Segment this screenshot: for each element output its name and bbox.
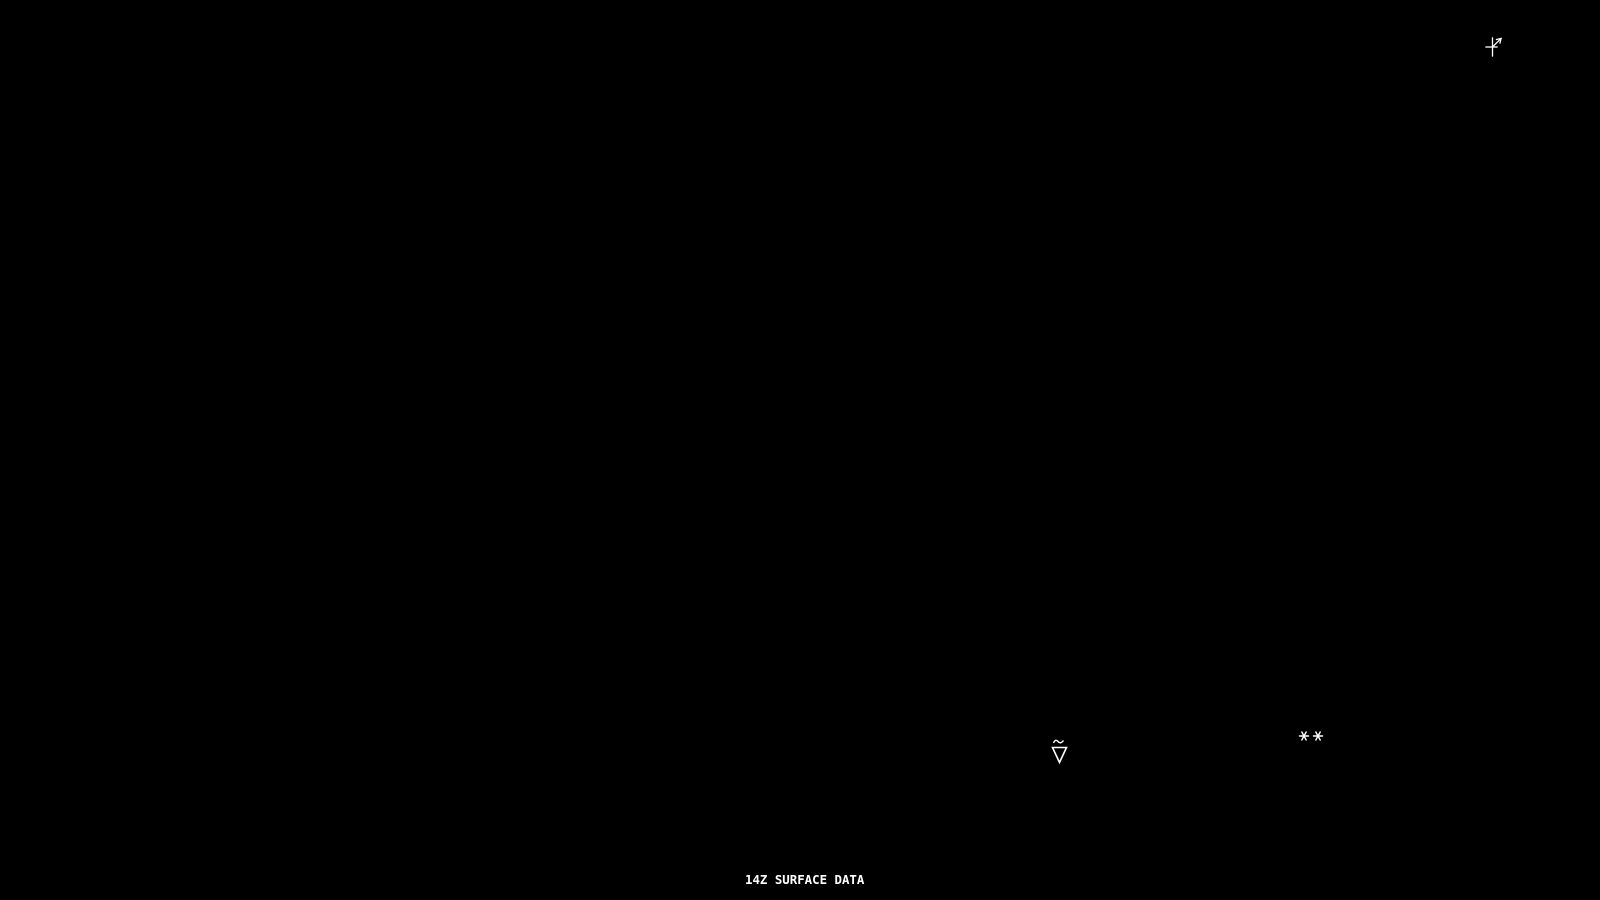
mouse-cursor-icon — [1485, 36, 1504, 58]
station-symbol-shower — [1051, 736, 1069, 765]
map-caption: 14Z SURFACE DATA — [745, 872, 865, 887]
snow-asterisks-icon — [1297, 729, 1325, 743]
shower-triangle-icon — [1051, 736, 1069, 765]
station-symbol-light-snow — [1297, 729, 1325, 743]
